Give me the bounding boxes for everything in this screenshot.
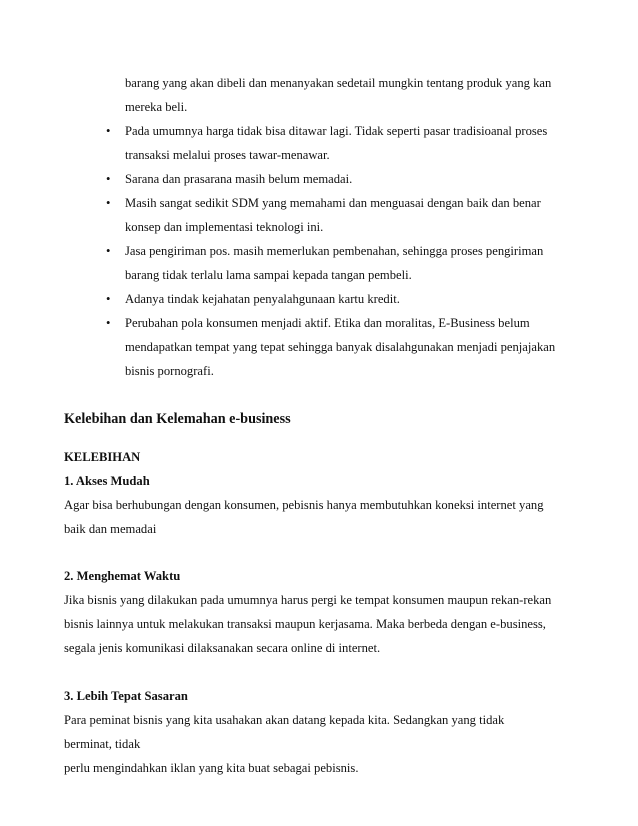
bullet-1-line-1: Pada umumnya harga tidak bisa ditawar lagi. Tidak seperti pasar tradisioanal proses <box>125 124 548 138</box>
bullet-continuation-line-1: barang yang akan dibeli dan menanyakan sedetail mungkin tentang produk yang kan <box>125 76 552 90</box>
point-3-line-1: Para peminat bisnis yang kita usahakan akan datang kepada kita. Sedangkan yang tidak <box>64 713 505 727</box>
bullet-3-line-1: Masih sangat sedikit SDM yang memahami dan menguasai dengan baik dan benar <box>125 196 541 210</box>
bullet-6-line-1: Perubahan pola konsumen menjadi aktif. Etika dan moralitas, E-Business belum <box>125 316 530 330</box>
point-2-heading: 2. Menghemat Waktu <box>64 569 181 583</box>
bullet-dot-icon: • <box>106 292 111 306</box>
bullet-5-line-1: Adanya tindak kejahatan penyalahgunaan kartu kredit. <box>125 292 400 306</box>
section-title: Kelebihan dan Kelemahan e-business <box>64 411 291 427</box>
bullet-dot-icon: • <box>106 124 111 138</box>
bullet-6-line-3: bisnis pornografi. <box>125 364 214 378</box>
point-2-line-3: segala jenis komunikasi dilaksanakan secara online di internet. <box>64 641 381 655</box>
point-1-heading: 1. Akses Mudah <box>64 474 150 488</box>
point-1-line-1: Agar bisa berhubungan dengan konsumen, pebisnis hanya membutuhkan koneksi internet yang <box>64 498 544 512</box>
point-1-line-2: baik dan memadai <box>64 522 157 536</box>
bullet-dot-icon: • <box>106 172 111 186</box>
point-3-line-3: perlu mengindahkan iklan yang kita buat sebagai pebisnis. <box>64 761 359 775</box>
point-2-line-2: bisnis lainnya untuk melakukan transaksi maupun kerjasama. Maka berbeda dengan e-business, <box>64 617 546 631</box>
point-3-heading: 3. Lebih Tepat Sasaran <box>64 689 188 703</box>
point-3-line-2: berminat, tidak <box>64 737 141 751</box>
bullet-2-line-1: Sarana dan prasarana masih belum memadai. <box>125 172 353 186</box>
bullet-dot-icon: • <box>106 316 111 330</box>
bullet-4-line-1: Jasa pengiriman pos. masih memerlukan pembenahan, sehingga proses pengiriman <box>125 244 544 258</box>
bullet-3-line-2: konsep dan implementasi teknologi ini. <box>125 220 324 234</box>
point-2-line-1: Jika bisnis yang dilakukan pada umumnya harus pergi ke tempat konsumen maupun rekan-rekan <box>64 593 552 607</box>
section-subtitle: KELEBIHAN <box>64 450 141 464</box>
bullet-6-line-2: mendapatkan tempat yang tepat sehingga banyak disalahgunakan menjadi penjajakan <box>125 340 556 354</box>
bullet-dot-icon: • <box>106 244 111 258</box>
bullet-1-line-2: transaksi melalui proses tawar-menawar. <box>125 148 330 162</box>
bullet-continuation-line-2: mereka beli. <box>125 100 188 114</box>
bullet-4-line-2: barang tidak terlalu lama sampai kepada tangan pembeli. <box>125 268 412 282</box>
bullet-dot-icon: • <box>106 196 111 210</box>
